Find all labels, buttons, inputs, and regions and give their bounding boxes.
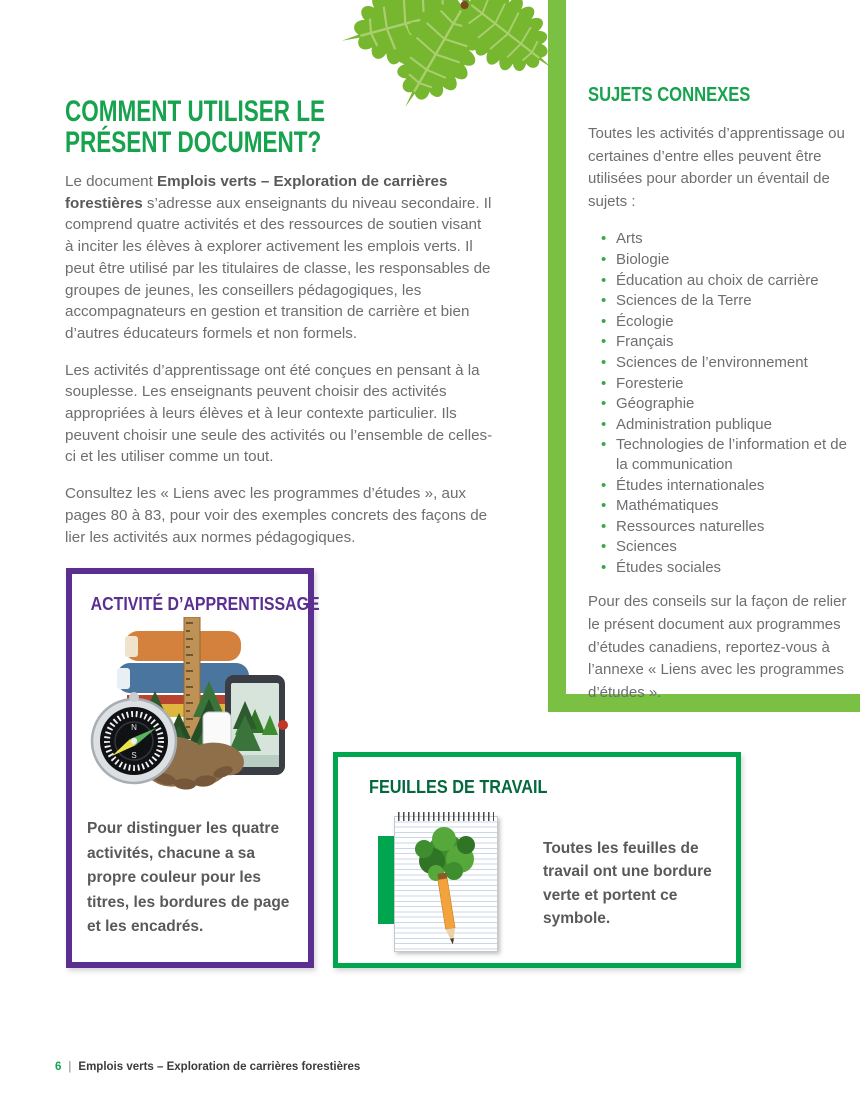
- flexibility-paragraph: Les activités d’apprentissage ont été conçues en pensant à la souplesse. Les enseignants peuvent choisir des activités appropriées à leurs élèves et à leur contexte particulier. Ils peuvent choisir une seule des activités ou l’ensemble de celles-ci et les utiliser comme un tout.: [65, 361, 493, 466]
- worksheet-box-title: FEUILLES DE TRAVAIL: [369, 776, 548, 797]
- topic-item: • Sciences de l’environnement: [601, 353, 854, 373]
- svg-text:S: S: [131, 751, 137, 760]
- document-title-bold: Emplois verts – Exploration de carrières forestières: [65, 173, 448, 212]
- topic-item: • Sciences: [601, 537, 854, 557]
- sidebar-intro: Toutes les activités d’apprentissage ou certaines d’entre elles peuvent être utilisées pour aborder un éventail de sujets :: [588, 125, 845, 210]
- page-title-line1: COMMENT UTILISER LE: [65, 95, 325, 128]
- sidebar-title: SUJETS CONNEXES: [588, 84, 751, 106]
- topic-item: • Biologie: [601, 250, 854, 270]
- topic-item: • Écologie: [601, 312, 854, 332]
- topic-item: • Éducation au choix de carrière: [601, 271, 854, 291]
- topic-item: • Français: [601, 332, 854, 352]
- activity-box-text: Pour distinguer les quatre activités, chacune a sa propre couleur pour les titres, les bordures de page et les encadrés.: [87, 820, 290, 936]
- topic-item: • Technologies de l’information et de la communication: [601, 435, 854, 474]
- topic-item: • Géographie: [601, 394, 854, 414]
- intro-paragraph: Le document Emplois verts – Exploration de carrières forestières s’adresse aux enseignants du niveau secondaire. Il comprend quatre activités et des ressources de soutien visant à inciter les élèves à explorer activement les emplois verts. Il peut être utilisé par les titulaires de classe, les responsables de groupes de jeunes, les conseillers pédagogiques, les accompagnateurs en gestion et transition de carrière et bien d’autres éducateurs formels et non formels.: [65, 173, 492, 342]
- page-title-line2: PRÉSENT DOCUMENT?: [65, 126, 322, 159]
- topic-item: • Mathématiques: [601, 496, 854, 516]
- worksheet-artwork: [378, 814, 558, 959]
- sidebar-outro: Pour des conseils sur la façon de relier le présent document aux programmes d’études canadiens, reportez-vous à l’annexe « Liens avec les programmes d’études ».: [588, 593, 847, 701]
- notepad-tree-pencil-icon: [395, 817, 497, 951]
- learning-activity-box: [66, 568, 320, 968]
- footer-document-title: Emplois verts – Exploration de carrières forestières: [78, 1061, 361, 1073]
- footer-separator: |: [68, 1061, 72, 1073]
- notepad-icon: [394, 816, 498, 952]
- svg-text:N: N: [131, 723, 137, 732]
- topic-item: • Sciences de la Terre: [601, 291, 854, 311]
- worksheet-box-text: Toutes les feuilles de travail ont une bordure verte et portent ce symbole.: [543, 839, 712, 928]
- ruler-icon: [184, 617, 200, 737]
- topic-item: • Études internationales: [601, 476, 854, 496]
- worksheet-box: [333, 752, 741, 968]
- topic-item: • Arts: [601, 229, 854, 249]
- topic-item: • Foresterie: [601, 374, 854, 394]
- topic-item: • Ressources naturelles: [601, 517, 854, 537]
- topic-item: • Administration publique: [601, 415, 854, 435]
- learning-collage-icon: [87, 617, 293, 809]
- footer-page-number: 6: [55, 1061, 62, 1073]
- related-subjects-sidebar: [588, 84, 854, 704]
- activity-box-title: ACTIVITÉ D’APPRENTISSAGE: [90, 593, 320, 614]
- pencil-trunk-icon: [437, 873, 458, 946]
- curriculum-links-paragraph: Consultez les « Liens avec les programmes d’études », aux pages 80 à 83, pour voir des exemples concrets des façons de lier les activités aux normes pédagogiques.: [65, 485, 488, 546]
- main-column: [65, 96, 493, 548]
- oak-leaves-icon: [283, 0, 567, 140]
- topics-list: [588, 229, 854, 577]
- topic-item: • Études sociales: [601, 558, 854, 578]
- page-footer: [55, 1061, 360, 1073]
